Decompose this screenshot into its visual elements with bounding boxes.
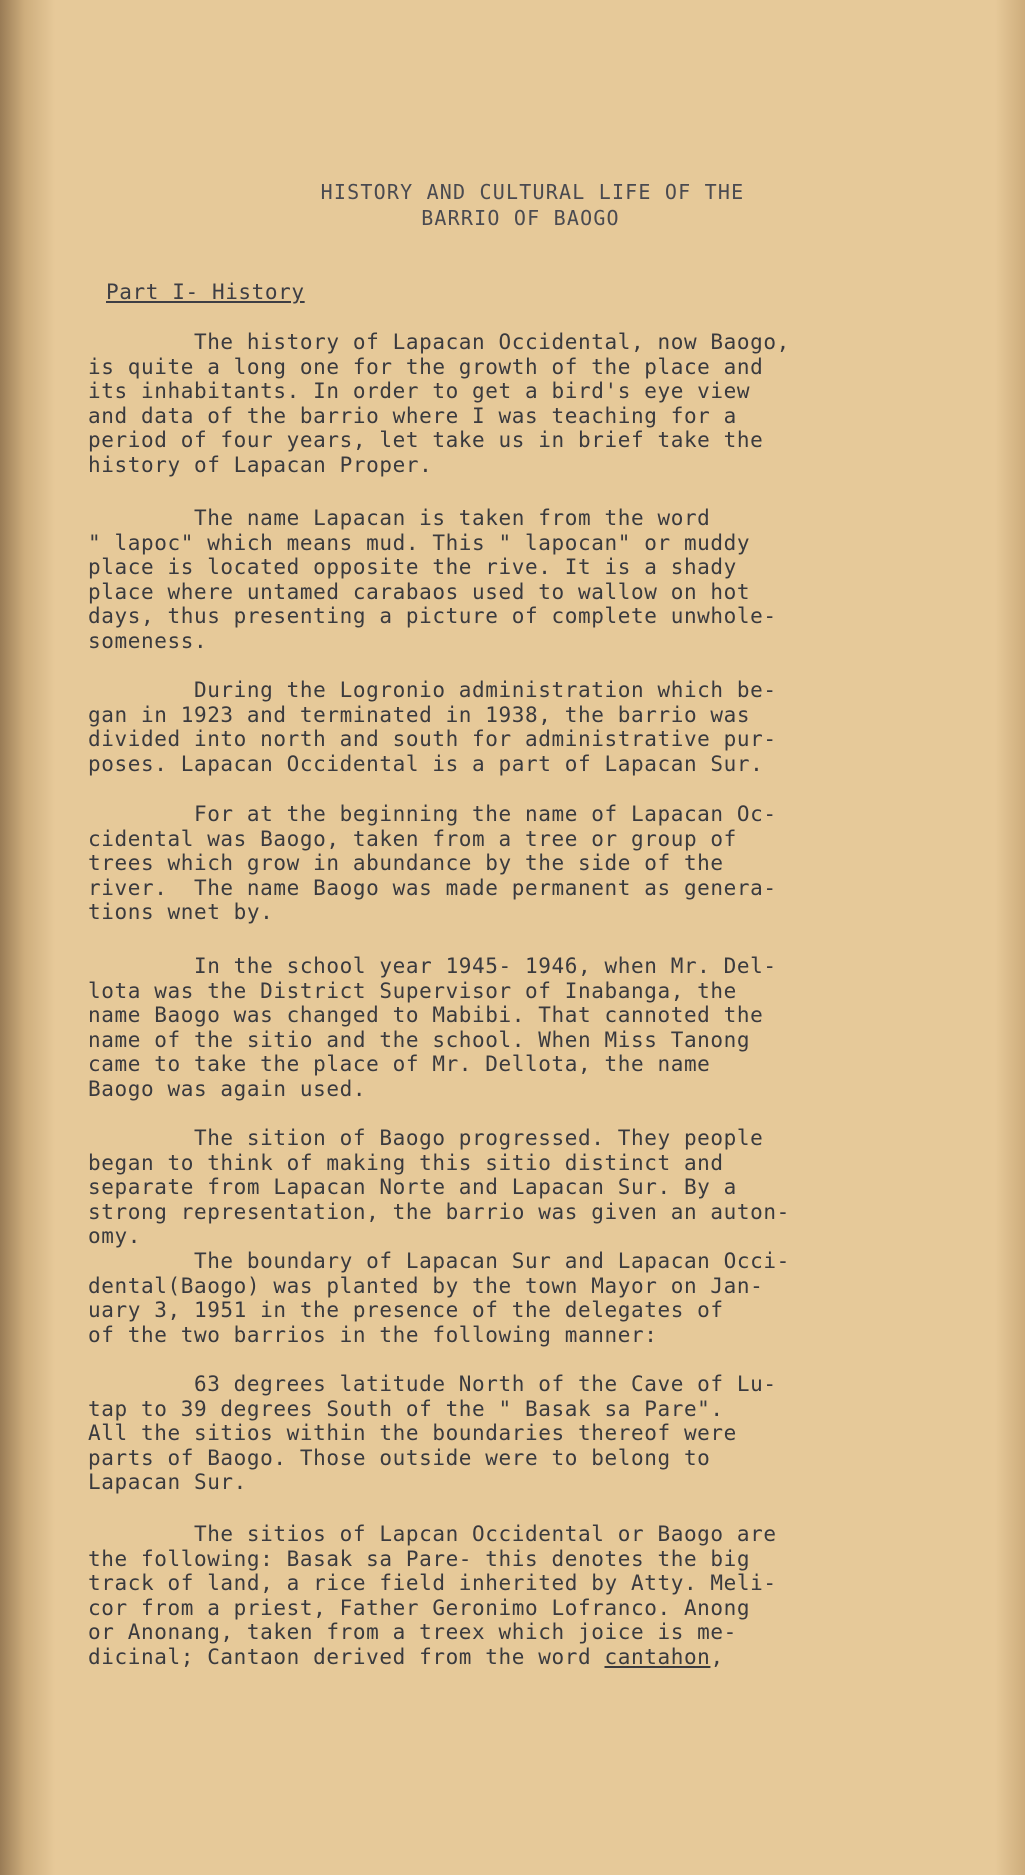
text-line: track of land, a rice field inherited by Atty. Meli- bbox=[88, 1571, 777, 1596]
text-line: place where untamed carabaos used to wallow on hot bbox=[88, 579, 751, 604]
part-heading: Part I- History bbox=[106, 280, 305, 304]
text-line: omy. bbox=[88, 1224, 141, 1249]
text-line: name Baogo was changed to Mabibi. That cannoted the bbox=[88, 1003, 764, 1028]
text-line: period of four years, let take us in brief take the bbox=[88, 428, 764, 453]
text-line: strong representation, the barrio was given an auton- bbox=[88, 1199, 790, 1224]
text-line: cor from a priest, Father Geronimo Lofranco. Anong bbox=[88, 1595, 751, 1620]
text-line: dental(Baogo) was planted by the town Mayor on Jan- bbox=[88, 1273, 764, 1298]
paragraph-name-origin bbox=[88, 506, 968, 654]
text-line: trees which grow in abundance by the side of the bbox=[88, 851, 724, 876]
text-line: the following: Basak sa Pare- this denotes the big bbox=[88, 1546, 751, 1571]
text-line: poses. Lapacan Occidental is a part of Lapacan Sur. bbox=[88, 751, 764, 776]
text-line: " lapoc" which means mud. This " lapocan" or muddy bbox=[88, 530, 751, 555]
text-line: The name Lapacan is taken from the word bbox=[88, 506, 711, 530]
text-line: The sition of Baogo progressed. They people bbox=[88, 1126, 764, 1150]
text-line: separate from Lapacan Norte and Lapacan Sur. By a bbox=[88, 1175, 737, 1200]
text-line: In the school year 1945- 1946, when Mr. Del- bbox=[88, 954, 777, 978]
paragraph-coordinates bbox=[88, 1372, 968, 1495]
paragraph-administration bbox=[88, 678, 968, 776]
paragraph-school-year bbox=[88, 954, 968, 1102]
text-line-with-underline bbox=[88, 1645, 968, 1670]
text-line: The boundary of Lapacan Sur and Lapacan Occi- bbox=[88, 1248, 790, 1273]
text-line: divided into north and south for administrative pur- bbox=[88, 727, 777, 752]
text-line: For at the beginning the name of Lapacan Oc- bbox=[88, 802, 777, 826]
text-line: Lapacan Sur. bbox=[88, 1470, 247, 1495]
text-line: or Anonang, taken from a treex which joice is me- bbox=[88, 1620, 737, 1645]
text-line: tap to 39 degrees South of the " Basak sa Pare". bbox=[88, 1396, 724, 1421]
text-line: gan in 1923 and terminated in 1938, the barrio was bbox=[88, 702, 751, 727]
text-line: of the two barrios in the following manner: bbox=[88, 1322, 658, 1347]
text-line: The history of Lapacan Occidental, now Baogo, bbox=[88, 330, 790, 354]
text-line: parts of Baogo. Those outside were to belong to bbox=[88, 1445, 711, 1470]
text-line: history of Lapacan Proper. bbox=[88, 452, 433, 477]
text-line: came to take the place of Mr. Dellota, the name bbox=[88, 1052, 711, 1077]
text-line: is quite a long one for the growth of the place and bbox=[88, 354, 764, 379]
underlined-word: cantahon bbox=[604, 1644, 711, 1669]
text-line: 63 degrees latitude North of the Cave of Lu- bbox=[88, 1372, 777, 1396]
document-title-line-2: BARRIO OF BAOGO bbox=[421, 206, 620, 230]
text-line: All the sitios within the boundaries thereof were bbox=[88, 1421, 737, 1446]
text-line: someness. bbox=[88, 628, 208, 653]
trailing-punctuation: , bbox=[710, 1644, 724, 1669]
text-fragment: dicinal; Cantaon derived from the word bbox=[88, 1644, 605, 1669]
text-line: uary 3, 1951 in the presence of the delegates of bbox=[88, 1298, 724, 1323]
paragraph-sitios bbox=[88, 1522, 968, 1670]
text-line: and data of the barrio where I was teaching for a bbox=[88, 403, 737, 428]
text-line: lota was the District Supervisor of Inabanga, the bbox=[88, 978, 737, 1003]
text-line: began to think of making this sitio distinct and bbox=[88, 1150, 724, 1175]
text-line: The sitios of Lapcan Occidental or Baogo are bbox=[88, 1522, 777, 1546]
text-line: days, thus presenting a picture of complete unwhole- bbox=[88, 604, 777, 629]
paragraph-baogo-name bbox=[88, 802, 968, 925]
text-line: tions wnet by. bbox=[88, 900, 274, 925]
document-title-line-1: HISTORY AND CULTURAL LIFE OF THE bbox=[320, 180, 745, 204]
text-line: its inhabitants. In order to get a bird's eye view bbox=[88, 379, 751, 404]
paragraph-autonomy-boundary bbox=[88, 1126, 968, 1347]
text-line: cidental was Baogo, taken from a tree or group of bbox=[88, 826, 737, 851]
text-line: place is located opposite the rive. It is a shady bbox=[88, 555, 737, 580]
text-line: Baogo was again used. bbox=[88, 1076, 367, 1101]
paragraph-history-intro bbox=[88, 330, 968, 478]
text-line: During the Logronio administration which be- bbox=[88, 678, 777, 702]
text-line: river. The name Baogo was made permanent as genera- bbox=[88, 875, 777, 900]
text-line: name of the sitio and the school. When Miss Tanong bbox=[88, 1027, 751, 1052]
